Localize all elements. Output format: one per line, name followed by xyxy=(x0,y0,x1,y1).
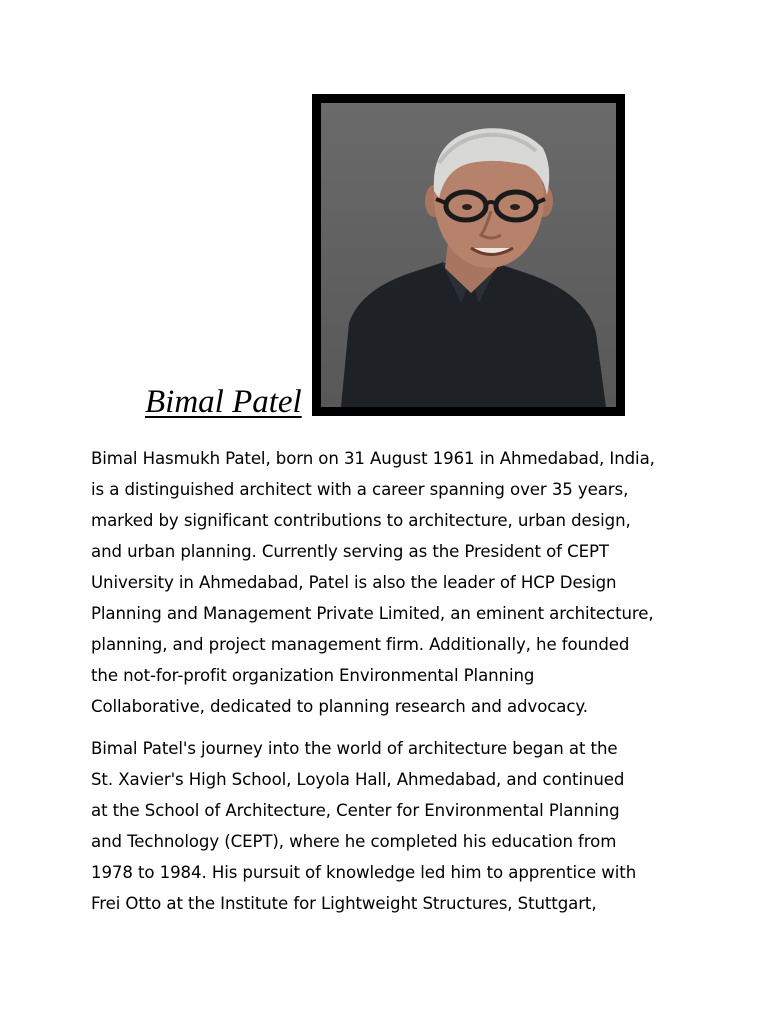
document-title: Bimal Patel xyxy=(145,384,302,420)
paragraph-1-line: Collaborative, dedicated to planning research and advocacy. xyxy=(91,697,588,716)
paragraph-1-line: the not-for-profit organization Environmental Planning xyxy=(91,666,535,685)
paragraph-1-line: marked by significant contributions to architecture, urban design, xyxy=(91,511,631,530)
paragraph-1 xyxy=(91,443,701,722)
paragraph-1-line: Bimal Hasmukh Patel, born on 31 August 1961 in Ahmedabad, India, xyxy=(91,449,655,468)
paragraph-1-line: planning, and project management firm. Additionally, he founded xyxy=(91,635,630,654)
portrait-photo-frame xyxy=(312,94,625,416)
paragraph-1-line: and urban planning. Currently serving as the President of CEPT xyxy=(91,542,609,561)
paragraph-2-line: at the School of Architecture, Center for Environmental Planning xyxy=(91,801,620,820)
paragraph-1-line: Planning and Management Private Limited, an eminent architecture, xyxy=(91,604,654,623)
portrait-photo xyxy=(321,103,616,407)
paragraph-2-line: Frei Otto at the Institute for Lightweight Structures, Stuttgart, xyxy=(91,894,597,913)
paragraph-2-line: 1978 to 1984. His pursuit of knowledge led him to apprentice with xyxy=(91,863,637,882)
paragraph-2-line: Bimal Patel's journey into the world of architecture began at the xyxy=(91,739,618,758)
paragraph-1-line: is a distinguished architect with a career spanning over 35 years, xyxy=(91,480,629,499)
paragraph-2-line: St. Xavier's High School, Loyola Hall, Ahmedabad, and continued xyxy=(91,770,625,789)
portrait-illustration xyxy=(321,103,616,407)
paragraph-1-line: University in Ahmedabad, Patel is also the leader of HCP Design xyxy=(91,573,617,592)
paragraph-2 xyxy=(91,733,701,919)
paragraph-2-line: and Technology (CEPT), where he completed his education from xyxy=(91,832,617,851)
